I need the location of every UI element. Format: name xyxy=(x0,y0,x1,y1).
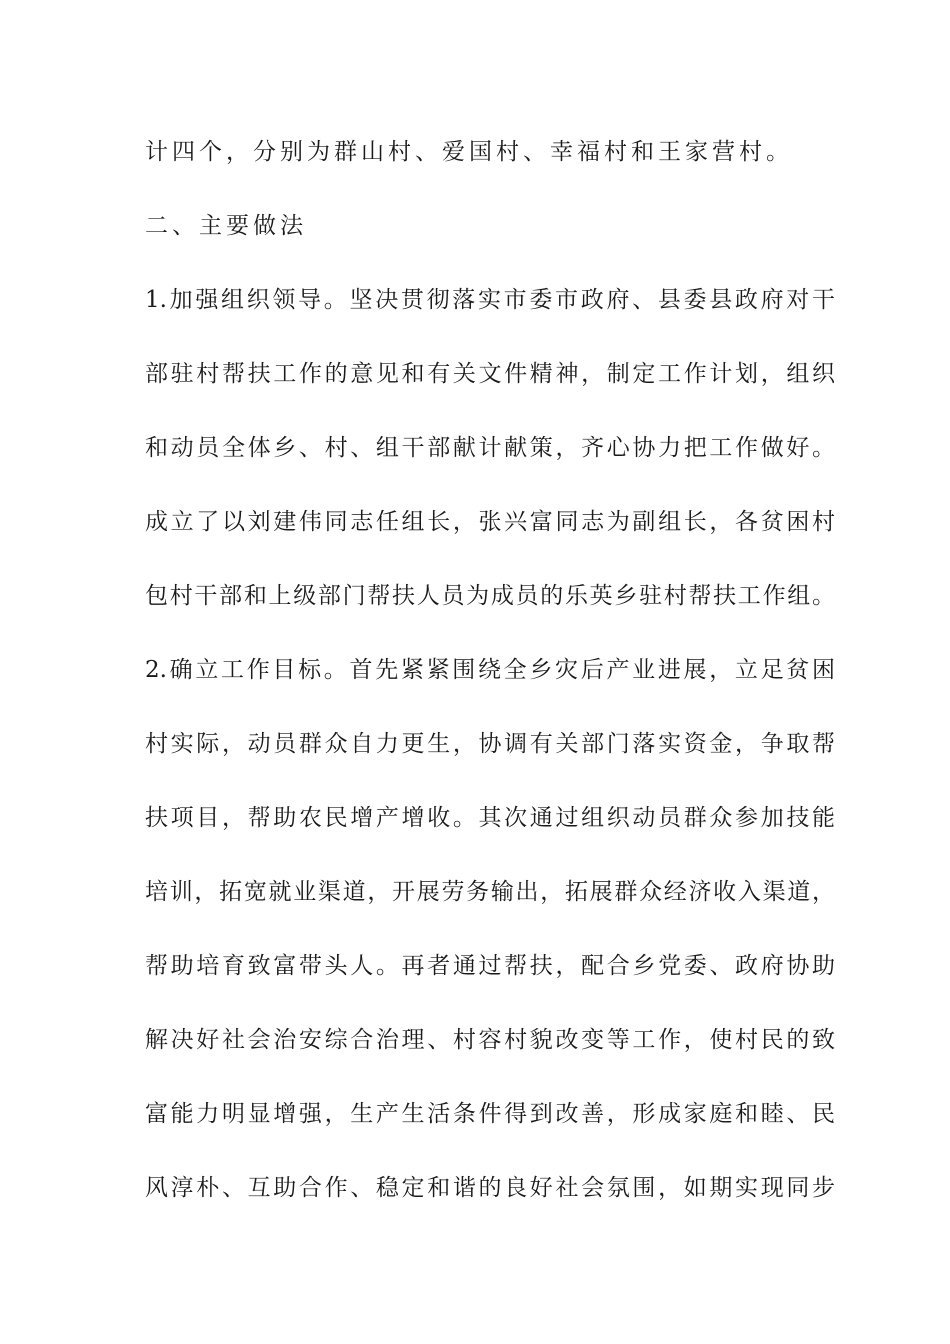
paragraph-line: 1.加强组织领导。坚决贯彻落实市委市政府、县委县政府对干 xyxy=(145,287,835,313)
paragraph-line: 计四个，分别为群山村、爱国村、幸福村和王家营村。 xyxy=(145,139,793,165)
paragraph-line: 风淳朴、互助合作、稳定和谐的良好社会氛围，如期实现同步 xyxy=(145,1175,835,1201)
paragraph-line: 包村干部和上级部门帮扶人员为成员的乐英乡驻村帮扶工作组。 xyxy=(145,583,835,609)
paragraph-line: 解决好社会治安综合治理、村容村貌改变等工作，使村民的致 xyxy=(145,1027,835,1053)
paragraph-line: 村实际，动员群众自力更生，协调有关部门落实资金，争取帮 xyxy=(145,731,835,757)
paragraph-line: 2.确立工作目标。首先紧紧围绕全乡灾后产业进展，立足贫困 xyxy=(145,657,835,683)
section-heading: 二、主要做法 xyxy=(145,213,307,239)
paragraph-line: 和动员全体乡、村、组干部献计献策，齐心协力把工作做好。 xyxy=(145,435,835,461)
paragraph-line: 部驻村帮扶工作的意见和有关文件精神，制定工作计划，组织 xyxy=(145,361,835,387)
paragraph-line: 成立了以刘建伟同志任组长，张兴富同志为副组长，各贫困村 xyxy=(145,509,835,535)
paragraph-line: 富能力明显增强，生产生活条件得到改善，形成家庭和睦、民 xyxy=(145,1101,835,1127)
paragraph-line: 帮助培育致富带头人。再者通过帮扶，配合乡党委、政府协助 xyxy=(145,953,835,979)
paragraph-line: 扶项目，帮助农民增产增收。其次通过组织动员群众参加技能 xyxy=(145,805,835,831)
paragraph-line: 培训，拓宽就业渠道，开展劳务输出，拓展群众经济收入渠道， xyxy=(145,879,835,905)
